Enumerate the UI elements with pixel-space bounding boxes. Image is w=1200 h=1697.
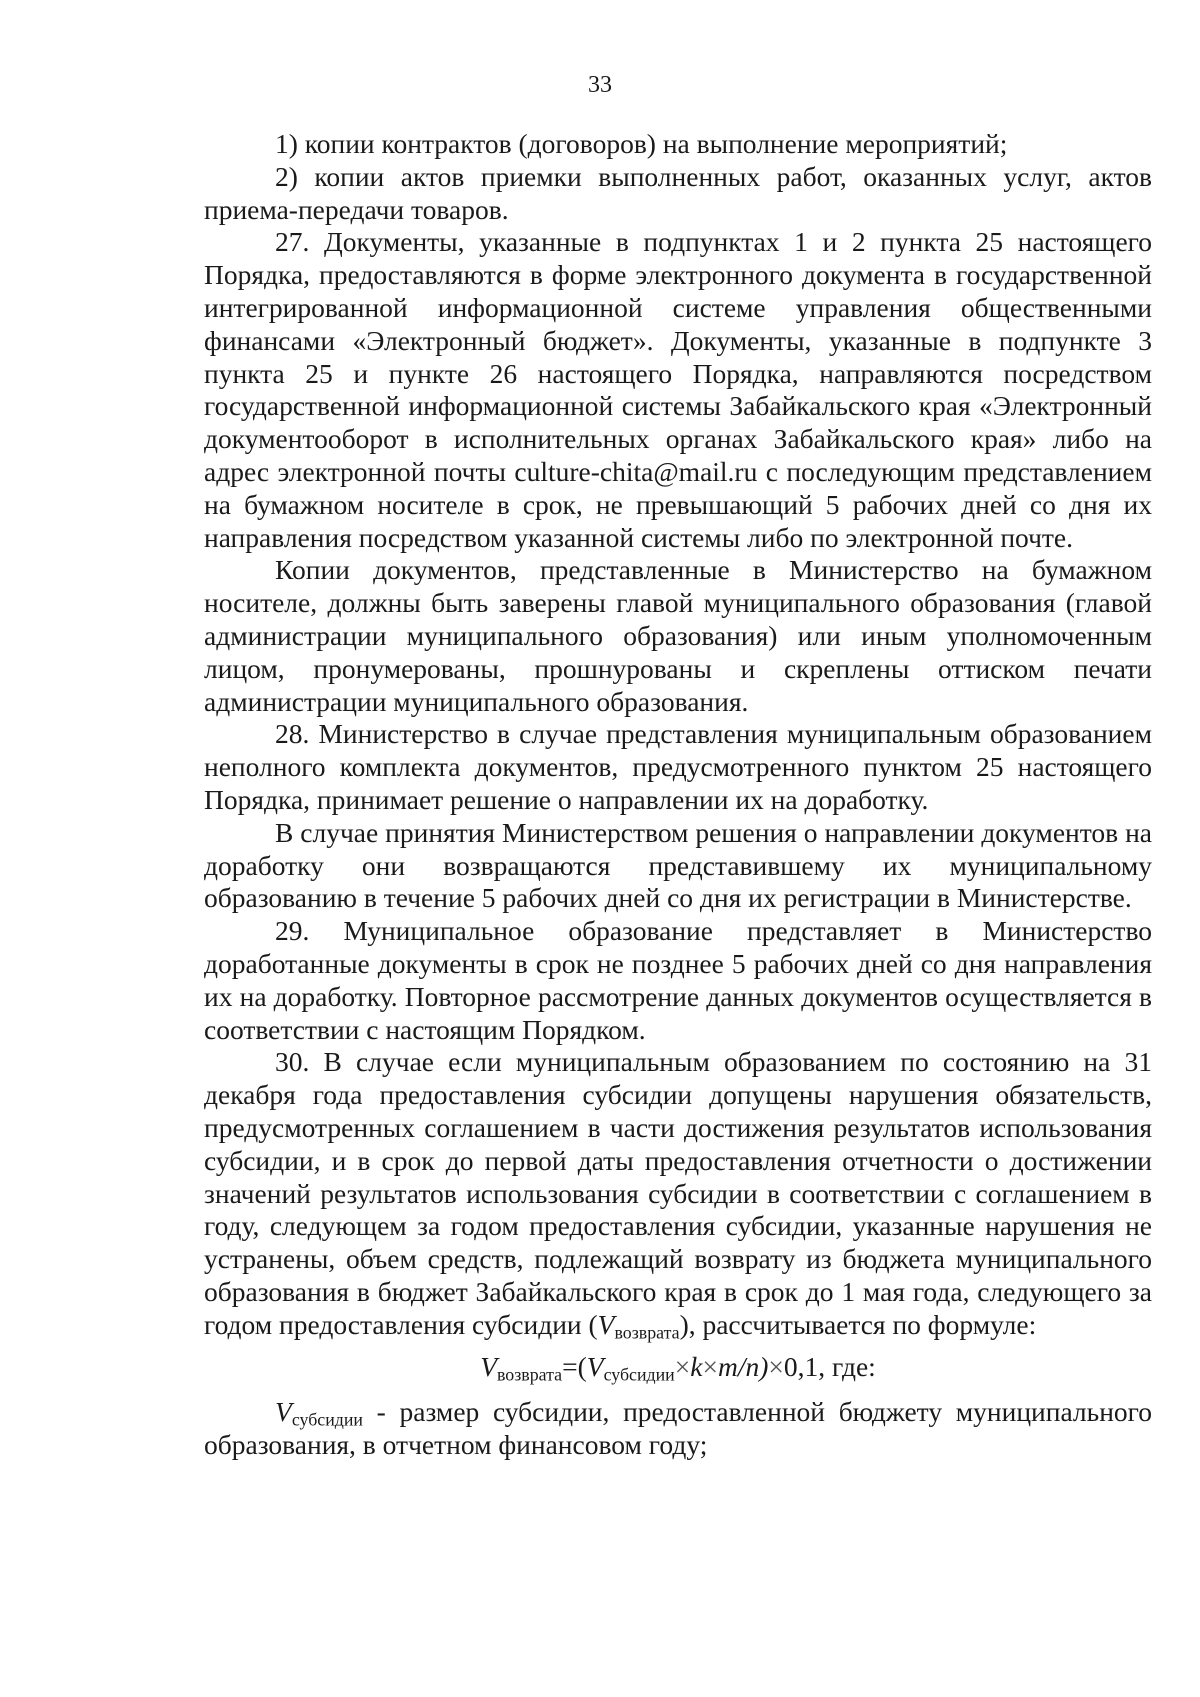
- formula-sub-subsidy: субсидии: [603, 1364, 675, 1385]
- formula-sub-return: возврата: [497, 1364, 563, 1385]
- formula-m-over-n: m/n): [717, 1351, 769, 1383]
- formula-tail: 0,1, где:: [783, 1351, 876, 1383]
- paragraph-30-tail: ), рассчитывается по формуле:: [679, 1308, 1037, 1340]
- paragraph-30: [204, 1046, 1152, 1341]
- paragraph-copies: Копии документов, представленные в Министерство на бумажном носителе, должны быть заверены главой муниципального образования (главой администрации муниципального образования) или иным уполномоченным лицом, пронумерованы, прошнурованы и скреплены оттиском печати администрации муниципального образования.: [204, 554, 1152, 717]
- formula-times-3: ×: [768, 1351, 784, 1383]
- definition-sub: субсидии: [291, 1409, 363, 1430]
- paragraph-return: В случае принятия Министерством решения о направлении документов на доработку они возвращаются представившему их муниципальному образованию в течение 5 рабочих дней со дня их регистрации в Министерстве.: [204, 816, 1152, 914]
- formula-times-2: ×: [702, 1351, 718, 1383]
- definition-text: - размер субсидии, предоставленной бюджету муниципального образования, в отчетном финансовом году;: [204, 1396, 1152, 1461]
- definition-v-subsidy: [204, 1396, 1152, 1462]
- document-body: [204, 128, 1152, 1462]
- page-number: 33: [588, 72, 612, 98]
- formula: [204, 1351, 1152, 1384]
- paragraph-27: 27. Документы, указанные в подпунктах 1 и 2 пункта 25 настоящего Порядка, предоставляются в форме электронного документа в государственной интегрированной информационной системе управления общественными финансами «Электронный бюджет». Документы, указанные в подпункте 3 пункта 25 и пункте 26 настоящего Порядка, направляются посредством государственной информационной системы Забайкальского края «Электронный документооборот в исполнительных органах Забайкальского края» либо на адрес электронной почты culture-chita@mail.ru с последующим представлением на бумажном носителе в срок, не превышающий 5 рабочих дней со дня их направления посредством указанной системы либо по электронной почте.: [204, 226, 1152, 553]
- paragraph-28: 28. Министерство в случае представления муниципальным образованием неполного комплекта документов, предусмотренного пунктом 25 настоящего Порядка, принимает решение о направлении их на доработку.: [204, 718, 1152, 815]
- definition-var: V: [275, 1396, 292, 1428]
- formula-eq-open: =(: [562, 1351, 587, 1383]
- list-item-2: 2) копии актов приемки выполненных работ, оказанных услуг, актов приема-передачи товаров.: [204, 160, 1152, 225]
- formula-k: k: [690, 1351, 703, 1383]
- paragraph-29: 29. Муниципальное образование представляет в Министерство доработанные документы в срок не позднее 5 рабочих дней со дня направления их на доработку. Повторное рассмотрение данных документов осуществляется в соответствии с настоящим Порядком.: [204, 915, 1152, 1045]
- paragraph-30-text: 30. В случае если муниципальным образованием по состоянию на 31 декабря года предоставления субсидии допущены нарушения обязательств, предусмотренных соглашением в части достижения результатов использования субсидии, и в срок до первой даты предоставления отчетности о достижении значений результатов использования субсидии в соответствии с соглашением в году, следующем за годом предоставления субсидии, указанные нарушения не устранены, объем средств, подлежащий возврату из бюджета муниципального образования в бюджет Забайкальского края в срок до 1 мая года, следующего за годом предоставления субсидии (: [204, 1046, 1152, 1340]
- formula-v-return: V: [480, 1351, 497, 1383]
- list-item-1: 1) копии контрактов (договоров) на выполнение мероприятий;: [275, 128, 1008, 159]
- paragraph-30-sub: возврата: [614, 1322, 680, 1343]
- formula-times-1: ×: [674, 1351, 691, 1383]
- paragraph-30-var: V: [597, 1308, 615, 1340]
- formula-v-subsidy: V: [586, 1351, 604, 1383]
